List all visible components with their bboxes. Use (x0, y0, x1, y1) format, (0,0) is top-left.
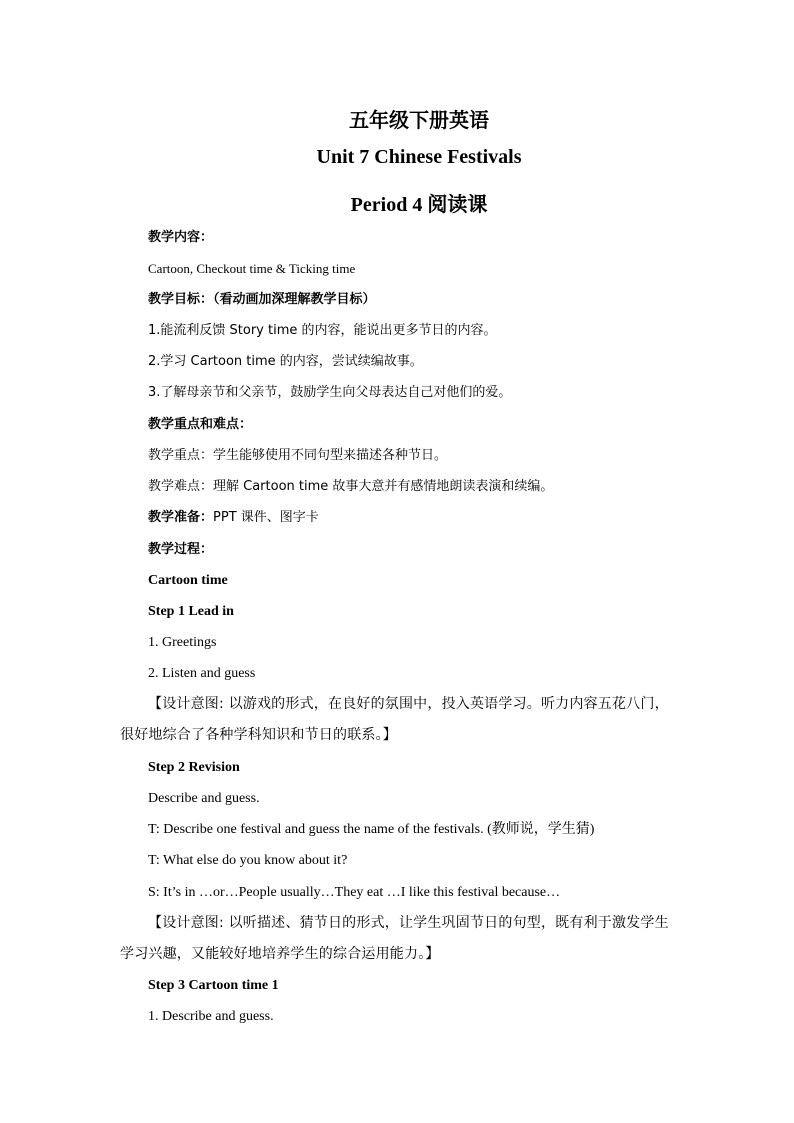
step2-item-1: Describe and guess. (148, 791, 260, 806)
step3-item-1: 1. Describe and guess. (148, 1009, 274, 1024)
preparation-label: 教学准备： (148, 510, 214, 525)
step2-item-2: T: Describe one festival and guess the name of the festivals. (教师说，学生猜) (148, 822, 595, 837)
process-section: Cartoon time (148, 573, 228, 588)
preparation-text: PPT 课件、图字卡 (213, 510, 319, 525)
key-focus: 教学重点：学生能够使用不同句型来描述各种节日。 (148, 448, 448, 463)
step2-title: Step 2 Revision (148, 760, 240, 775)
document-title: 五年级下册英语 (349, 108, 489, 132)
preparation-line (148, 509, 319, 527)
step2-item-3: T: What else do you know about it? (148, 853, 348, 868)
step2-design-note: 【设计意图: 以听描述、猜节日的形式，让学生巩固节日的句型，既有利于激发学生学习兴趣，又能较好地培养学生的综合运用能力。】 (120, 915, 669, 962)
goal-item-2: 2.学习 Cartoon time 的内容，尝试续编故事。 (148, 354, 423, 369)
period-title: Period 4 阅读课 (350, 194, 488, 216)
unit-title: Unit 7 Chinese Festivals (316, 146, 522, 168)
step1-title: Step 1 Lead in (148, 604, 234, 619)
step3-title: Step 3 Cartoon time 1 (148, 978, 279, 993)
goal-item-3: 3.了解母亲节和父亲节，鼓励学生向父母表达自己对他们的爱。 (148, 385, 512, 400)
process-label: 教学过程： (148, 542, 214, 557)
step1-item-2: 2. Listen and guess (148, 666, 256, 681)
goals-label: 教学目标：（看动画加深理解教学目标） (148, 292, 376, 307)
step1-item-1: 1. Greetings (148, 635, 217, 650)
key-difficulty: 教学难点：理解 Cartoon time 故事大意并有感情地朗读表演和续编。 (148, 479, 554, 494)
goal-item-1: 1.能流利反馈 Story time 的内容，能说出更多节日的内容。 (148, 323, 497, 338)
step2-item-4: S: It’s in …or…People usually…They eat …I like this festival because… (148, 885, 561, 900)
content-text: Cartoon, Checkout time & Ticking time (148, 261, 356, 276)
content-label: 教学内容： (148, 230, 214, 245)
key-points-label: 教学重点和难点： (148, 417, 253, 432)
step1-design-note: 【设计意图: 以游戏的形式，在良好的氛围中，投入英语学习。听力内容五花八门，很好地综合了各种学科知识和节日的联系。】 (120, 696, 669, 743)
